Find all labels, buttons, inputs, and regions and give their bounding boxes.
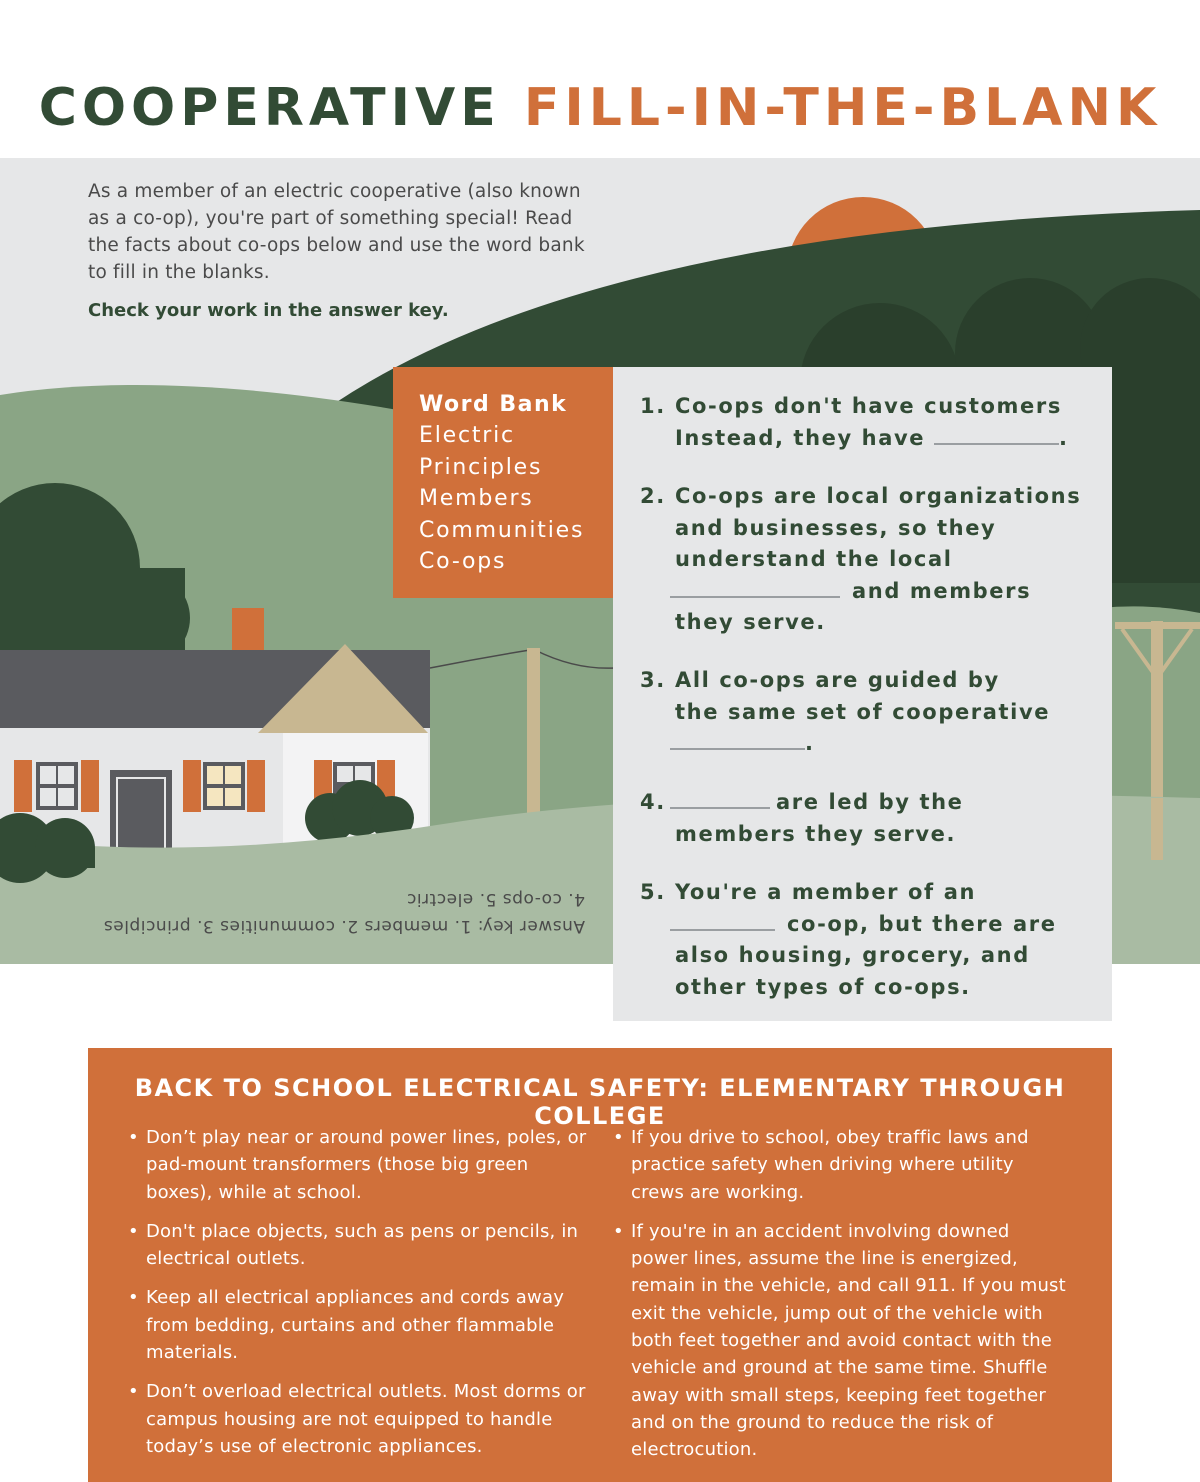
question-text: the same set of cooperative (675, 699, 1051, 724)
safety-tips-left (128, 1124, 588, 1472)
question-text: are led by the (776, 790, 964, 814)
bullet-icon: • (128, 1287, 139, 1309)
question-text: members they serve. (675, 821, 957, 846)
safety-section (88, 1048, 1112, 1482)
bullet-icon: • (128, 1220, 139, 1242)
question-text: Co-ops are local organizations (675, 484, 1082, 508)
question-text: All co-ops are guided by (675, 668, 1000, 692)
question-number: 5. (640, 880, 666, 904)
question-3 (640, 665, 1100, 760)
answer-key (95, 885, 585, 939)
word-bank-item: Electric (419, 423, 515, 448)
question-number: 2. (640, 484, 666, 508)
safety-tip (613, 1124, 1068, 1206)
question-text: You're a member of an (675, 880, 977, 904)
question-text: understand the local (675, 547, 953, 571)
question-text: . (805, 731, 815, 755)
word-bank-item: Communities (419, 517, 585, 543)
word-bank (393, 367, 613, 598)
question-5 (640, 877, 1100, 1003)
word-bank-title: Word Bank (419, 392, 568, 417)
answer-blank[interactable] (670, 728, 805, 750)
safety-tip-text: If you're in an accident involving downed power lines, assume the line is energized, remain in the vehicle, and call 911. If you must exit the vehicle, jump out of the vehicle with both feet together and avoid contact with the vehicle and ground at the same time. Shuffle away with small steps, keeping feet together and on the ground to reduce the risk of electrocution. (631, 1220, 1066, 1461)
bullet-icon: • (613, 1220, 624, 1242)
title-part-cooperative: COOPERATIVE (38, 78, 501, 138)
safety-tip-text: Keep all electrical appliances and cords away from bedding, curtains and other flammable materials. (146, 1287, 565, 1364)
answer-key-line: Answer key: 1. members 2. communities 3. principles (103, 916, 585, 936)
word-bank-item: Principles (419, 454, 543, 480)
safety-tip (128, 1284, 588, 1366)
intro-paragraph: As a member of an electric cooperative (also known as a co-op), you're part of something special! Read the facts about co-ops below and use the word bank to fill in the blanks. (88, 181, 585, 283)
question-text: co-op, but there are (787, 911, 1057, 936)
safety-tips-right (613, 1124, 1068, 1476)
utility-pole (527, 648, 540, 818)
question-number: 3. (640, 668, 666, 692)
bullet-icon: • (613, 1127, 624, 1148)
question-text: other types of co-ops. (675, 974, 971, 999)
safety-tip-text: Don’t overload electrical outlets. Most dorms or campus housing are not equipped to handle today’s use of electronic appliances. (146, 1381, 586, 1457)
word-bank-item: Co-ops (419, 549, 507, 574)
page-title (0, 78, 1200, 138)
safety-tip (128, 1378, 588, 1460)
answer-blank[interactable] (670, 909, 775, 931)
questions-panel (613, 367, 1112, 1021)
question-text: Co-ops don't have customers (675, 394, 1062, 418)
check-answer-note: Check your work in the answer key. (88, 300, 449, 321)
safety-tip-text: Don’t play near or around power lines, poles, or pad-mount transformers (those big green boxes), while at school. (146, 1127, 587, 1203)
question-text: they serve. (675, 610, 826, 634)
question-text: . (1059, 425, 1069, 450)
question-text: and members (852, 578, 1032, 603)
safety-title: BACK TO SCHOOL ELECTRICAL SAFETY: ELEMENTARY THROUGH COLLEGE (134, 1074, 1066, 1130)
question-4 (640, 787, 1100, 850)
question-1 (640, 391, 1100, 454)
bullet-icon: • (128, 1381, 139, 1403)
question-text: and businesses, so they (675, 515, 997, 540)
answer-blank[interactable] (934, 423, 1059, 445)
answer-blank[interactable] (670, 576, 840, 598)
title-part-fill-in-the-blank: FILL-IN-THE-BLANK (523, 78, 1162, 138)
question-number: 4. (640, 790, 666, 814)
question-text: Instead, they have (675, 425, 926, 450)
word-bank-item: Members (419, 486, 534, 511)
safety-tip (128, 1124, 588, 1206)
answer-key-line: 4. co-ops 5. electric (406, 889, 585, 909)
question-text: also housing, grocery, and (675, 943, 1030, 967)
safety-tip-text: Don't place objects, such as pens or pencils, in electrical outlets. (146, 1220, 579, 1270)
question-number: 1. (640, 394, 666, 418)
safety-tip-text: If you drive to school, obey traffic laws and practice safety when driving where utility crews are working. (631, 1127, 1029, 1203)
bullet-icon: • (128, 1127, 139, 1148)
safety-tip (613, 1218, 1068, 1464)
answer-blank[interactable] (670, 787, 770, 809)
question-2 (640, 481, 1100, 639)
safety-tip (128, 1218, 588, 1273)
